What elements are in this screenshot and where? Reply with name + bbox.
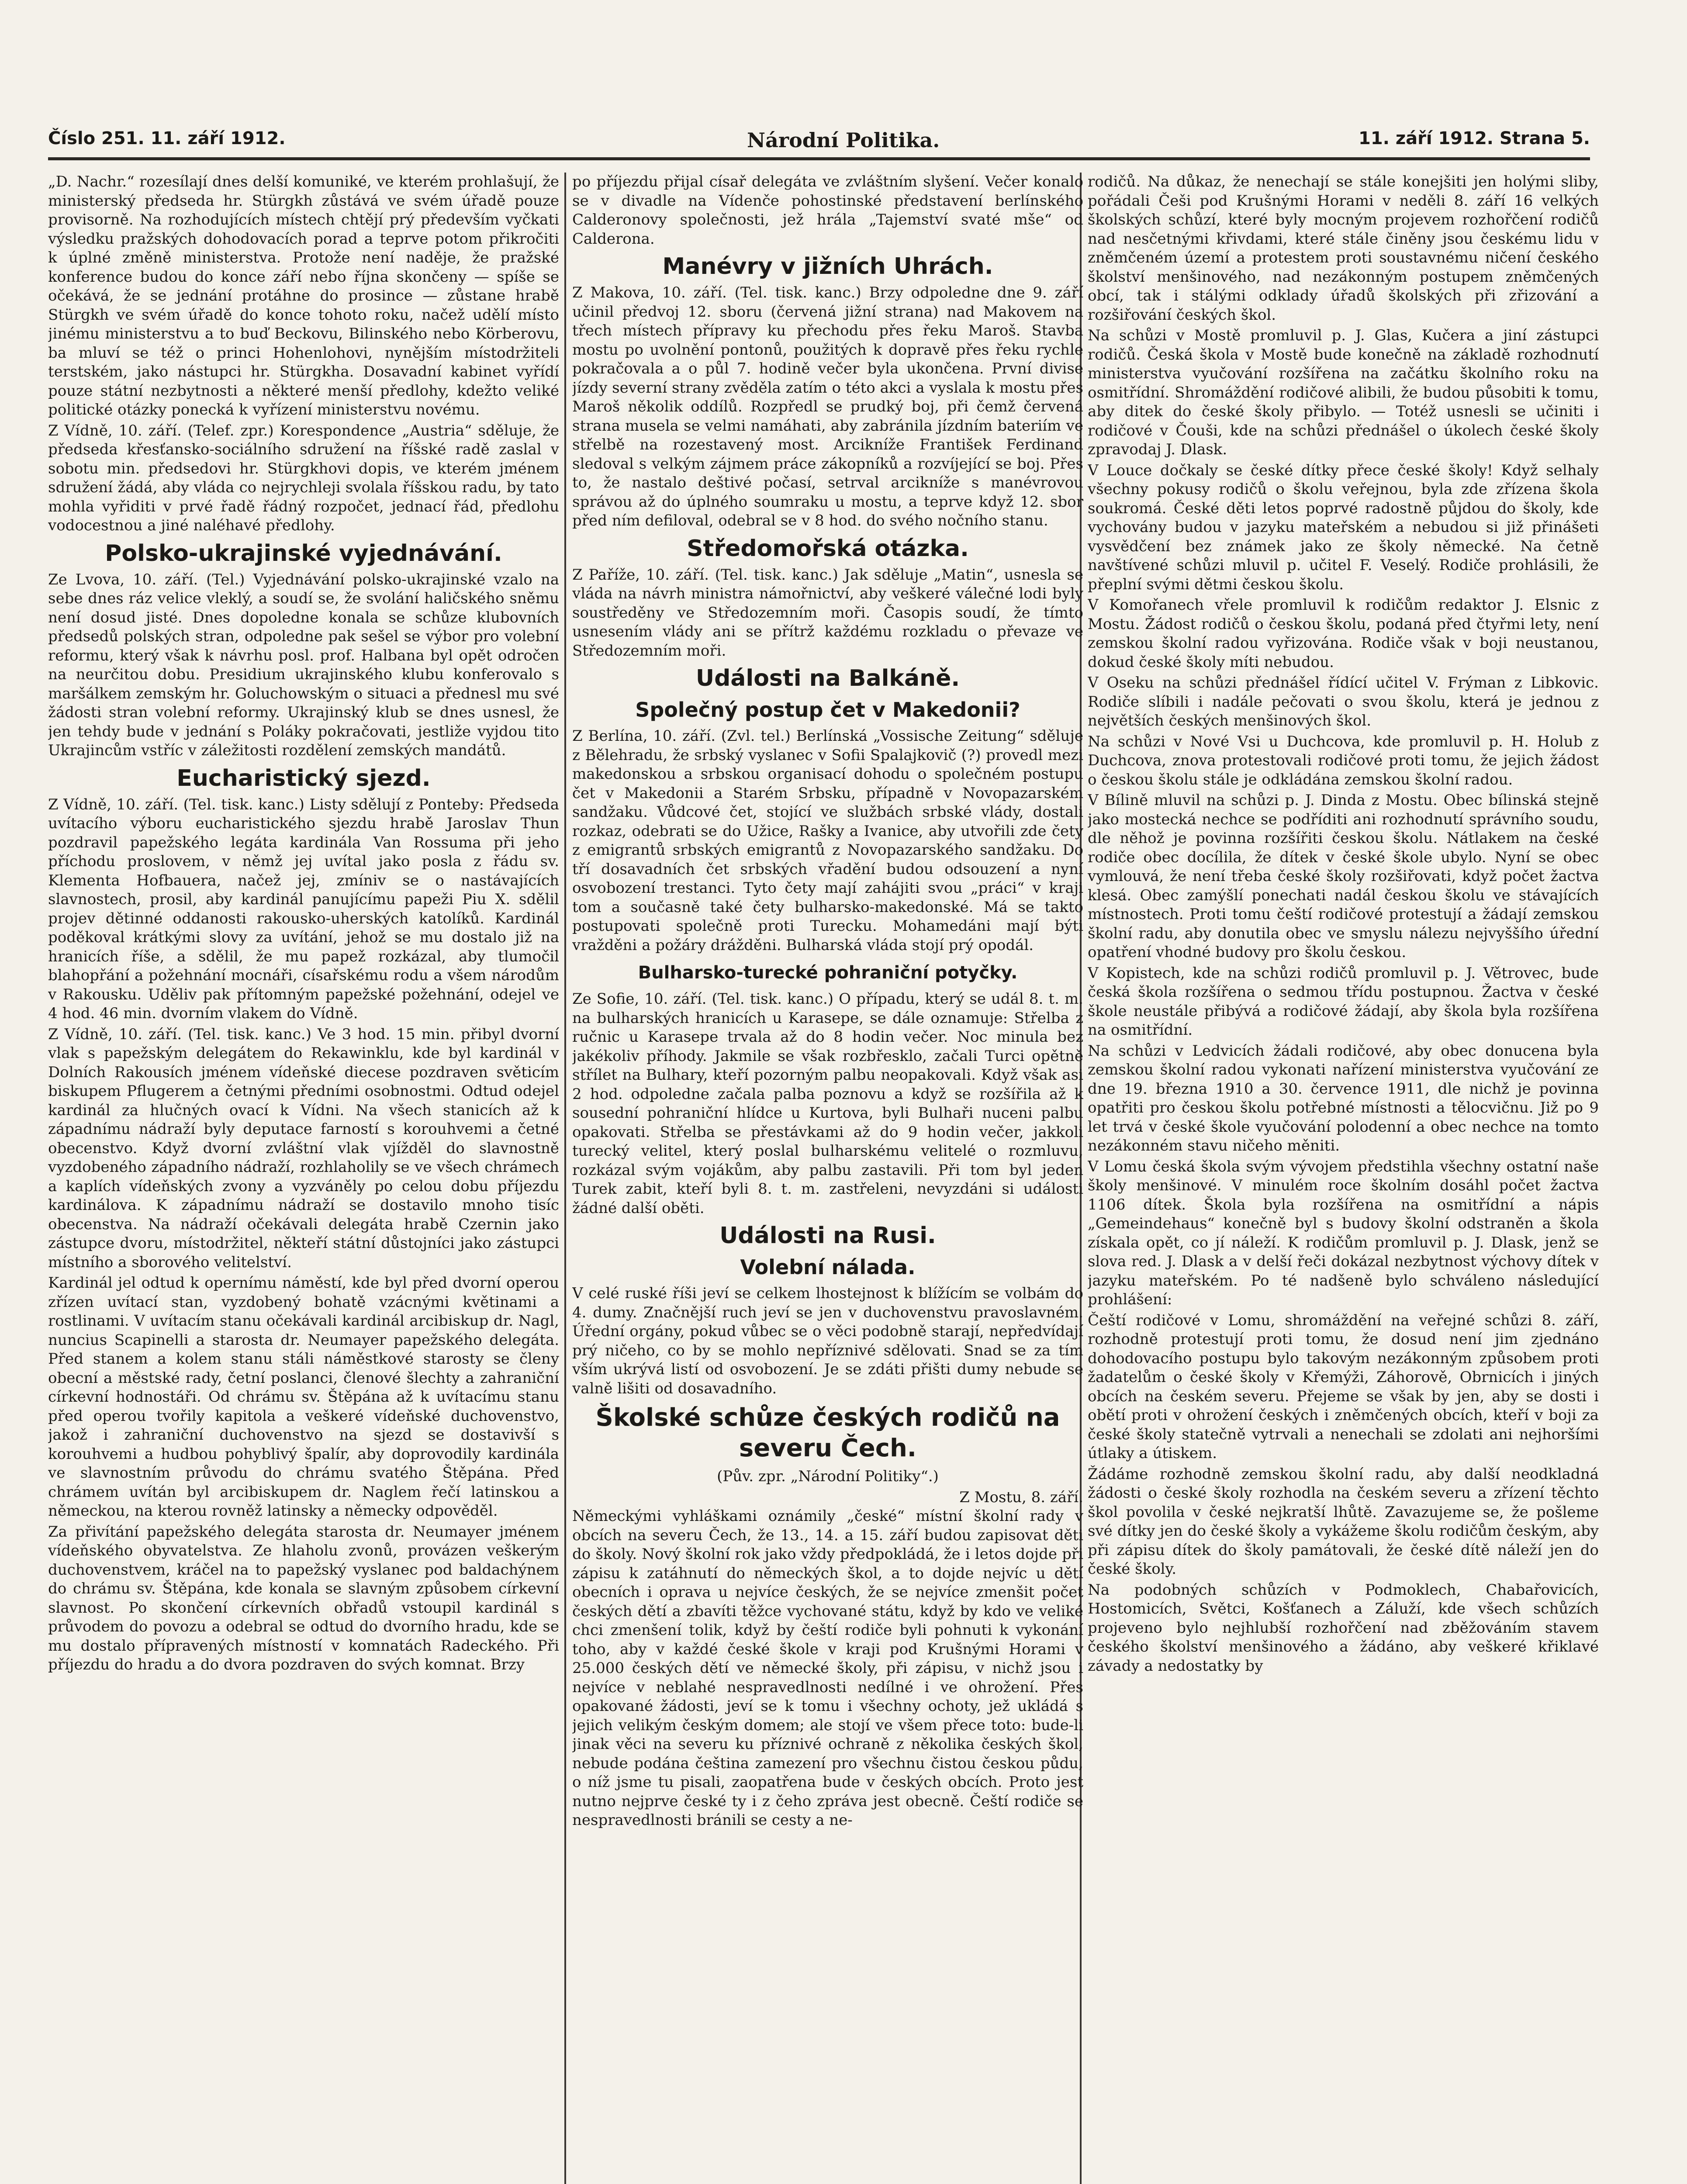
article-paragraph: V Lomu česká škola svým vývojem předstihla všechny ostatní naše školy menšinové. V minulém roce školním dosáhl počet žactva 1106 dítek. Škola byla rozšířena na osmitřídní a nápis „Gemeindehaus“ konečně byl s budovy školní odstraněn a škola získala opět, co jí náleží. K rodičům promluvil p. J. Dlask, jenž se slova red. J. Dlask a v delší řeči dokázal nezbytnost výchovy dítek v jazyku mateřském. Po té nadšeně bylo schváleno následující prohlášení: [1088, 1158, 1599, 1308]
article-paragraph: Ze Sofie, 10. září. (Tel. tisk. kanc.) O případu, který se udál 8. t. m. na bulharských hranicích u Karasepe, se dále oznamuje: Střelba z ručnic u Karasepe trvala až do 8 hodin večer. Noc minula bez jakékoliv příhody. Jakmile se však rozbřesklo, začali Turci opětně střílet na Bulhary, kteří pozorným palbu neopakovali. Když však asi 2 hod. odpoledne začala palba poznovu a když se rozšířila až k sousední pohraniční hlídce u Kurtova, byli Bulhaři nuceni palbu opakovati. Střelba se přestávkami až do 9 hodin večer, jakkoli turecký velitel, který poslal bulharskému velitelé o rozmluvu, rozkázal svým vojákům, aby palbu zastavili. Při tom byl jeden Turek zabit, kteří byli 8. t. m. zastřeleni, nevyzdáni si události žádné další oběti. [572, 990, 1083, 1217]
article-paragraph: Z Berlína, 10. září. (Zvl. tel.) Berlínská „Vossische Zeitung“ sděluje z Bělehradu, že srbský vyslanec v Sofii Spalajkovič (?) provedl mezi makedonskou a srbskou organisací dohodu o společném postupu čet v Makedonii a Starém Srbsku, případně v Novopazarském sandžaku. Vůdcové čet, stojící ve službách srbské vlády, dostali rozkaz, odebrati se do Užice, Rašky a Ivanice, aby utvořili zde čety z emigrantů srbských emigrantů z Novopazarského sandžaku. Do tří dosavadních čet srbských vřadění budou odsouzení a nyní osvobození trestanci. Tyto čety mají zahájiti svou „práci“ v kraji tom a současně také čety bulharsko-makedonské. Má se takto postupovati společně proti Turecku. Mohamedáni mají býti vražděni a požáry drážděni. Bulharská vláda stojí prý opodál. [572, 727, 1083, 954]
page-header [48, 127, 1590, 160]
article-paragraph: rodičů. Na důkaz, že nenechají se stále konejšiti jen holými sliby, pořádali Češi pod Krušnými Horami v neděli 8. září 16 velkých školských schůzí, které byly mocným projevem rozhořčení rodičů nad nesčetnými křivdami, které stále činěny jsou českému lidu v zněmčeném území a protestem proti soustavnému ničení českého školství menšinového, nad nezákonným postupem zněmčených obcí, tak i stálými odklady úřadů školských při zřizování a rozšiřování českých škol. [1088, 173, 1599, 324]
article-paragraph: Z Vídně, 10. září. (Tel. tisk. kanc.) Ve 3 hod. 15 min. přibyl dvorní vlak s papežským delegátem do Rekawinklu, kde byl kardinál v Dolních Rakousích jménem vídeňské diecese pozdraven světicím biskupem Pflugerem a četnými předními osobnostmi. Odtud odejel kardinál za hlučných ovací k Vídni. Na všech stanicích až k západnímu nádraží byly deputace farností s korouhvemi a četné obecenstvo. Když dvorní zvláštní vlak vjížděl do slavnostně vyzdobeného západního nádraží, rozhlaholily se ve všech chrámech a kaplích vídeňských zvony a vyzváněly po celou dobu příjezdu kardinálova. K západnímu nádraží se dostavilo mnoho tisíc obecenstva. Na nádraží očekávali delegáta hrabě Czernin jako zástupce dvoru, místodržitel, někteří státní důstojníci jako zástupci místního a sborového velitelství. [48, 1025, 559, 1271]
masthead-title: Národní Politika. [747, 128, 940, 152]
article-paragraph: Na podobných schůzích v Podmoklech, Chabařovicích, Hostomicích, Světci, Košťanech a Záluží, kde všech schůzích projeveno bylo nejhlubší rozhořčení nad zběžováním stavem českého školství menšinového a žádáno, aby veškeré křiklavé závady a nedostatky by [1088, 1581, 1599, 1675]
article-paragraph: V Louce dočkaly se české dítky přece české školy! Když selhaly všechny pokusy rodičů o školu veřejnou, byla zde zřízena škola soukromá. České děti letos poprvé radostně půjdou do školy, kde vychovány budou v jazyku mateřském a nebudou si již přinášeti vysvědčení bez známek jako ze školy německé. Na četně navštívené schůzi mluvil p. učitel F. Veselý. Rodiče prohlásili, že přeplní svými dětmi českou školu. [1088, 461, 1599, 593]
headline: Události na Rusi. [719, 1223, 936, 1249]
column-rule [564, 173, 566, 2184]
column-3 [1088, 173, 1599, 2184]
article-paragraph: Z Makova, 10. září. (Tel. tisk. kanc.) Brzy odpoledne dne 9. září učinil předvoj 12. sboru (červená jižní strana) nad Makovem na třech místech přípravy ku přechodu přes řeku Maroš. Stavba mostu po uvolnění pontonů, použitých k dopravě přes řeku rychle pokračovala a o půl 7. hodině večer byla ukončena. První divise jízdy severní strany zvěděla zatím o této akci a vyslala k mostu přes Maroš několik oddílů. Rozpředl se prudký boj, při čemž červená strana musela se velmi namáhati, aby zabránila jízdním bateriím ve střelbě na rozestavený most. Arcikníže František Ferdinand sledoval s velkým zájmem práce zákopníků a rozvíjející se boj. Přes to, že nastalo deštivé počasí, setrval arcikníže s manévrovou správou až do úplného soumraku u mostu, a teprve když 12. sbor před ním defiloval, odebral se v 8 hod. do svého nočního stanu. [572, 284, 1083, 529]
article-paragraph: „D. Nachr.“ rozesílají dnes delší komuniké, ve kterém prohlašují, že ministerský předseda hr. Stürgkh zůstává ve svém úřadě pouze provisorně. Na rozhodujících místech chtějí prý především vyčkati výsledku pražských dohodovacích porad a teprve potom přikročiti k úplné změně ministerstva. Protože není naděje, že pražské konference budou do konce září nebo října skončeny — spíše se očekává, že se jednání protáhne do prosince — zůstane hrabě Stürgkh ve svém úřadě do konce tohoto roku, načež udělí místo jinému ministerstvu a to buď Beckovu, Bilinského nebo Körberovu, ba mluví se též o princi Hohenlohovi, nynějším místodržiteli terstském, jako nástupci hr. Stürgkha. Dosavadní kabinet vyřídí pouze státní nezbytnosti a některé menší předlohy, kdežto veliké politické otázky ponecká k vyřízení ministerstvu novému. [48, 173, 559, 418]
article-paragraph: Z Paříže, 10. září. (Tel. tisk. kanc.) Jak sděluje „Matin“, usnesla se vláda na návrh ministra námořnictví, aby veškeré válečné lodi byly soustředěny ve Středozemním moři. Časopis soudí, že tímto usnesením vlády ani se přítrž každému rozkladu o převaze ve Středozemním moři. [572, 566, 1083, 660]
headline: Manévry v jižních Uhrách. [662, 253, 993, 280]
article-paragraph: V Oseku na schůzi přednášel řídící učitel V. Frýman z Libkovic. Rodiče slíbili i nadále pečovati o svou školu, která je jednou z největších českých menšinových škol. [1088, 674, 1599, 729]
subheadline: Volební nálada. [740, 1255, 916, 1279]
subheadline: Společný postup čet v Makedonii? [635, 698, 1020, 722]
dateline: Z Mostu, 8. září. [959, 1488, 1083, 1506]
header-issue: Číslo 251. 11. září 1912. [48, 128, 286, 149]
headline: Školské schůze českých rodičů na severu Čech. [595, 1403, 1060, 1462]
source-note: (Pův. zpr. „Národní Politiky“.) [717, 1468, 939, 1485]
article-paragraph: Z Vídně, 10. září. (Tel. tisk. kanc.) Listy sdělují z Ponteby: Předseda uvítacího výboru eucharistického sjezdu hrabě Jaroslav Thun pozdravil papežského legáta kardinála Van Rossuma při jeho příchodu proslovem, v němž jej uvítal jako posla z řádu sv. Klementa Hofbauera, načež jej, zmíniv se o nastávajících slavnostech, prosil, aby kardinál panujícímu papeži Piu X. sdělil projev dětinné oddanosti rakousko-uherských katolíků. Kardinál poděkoval krátkými slovy za uvítání, jehož se mu dostalo již na hranicích říše, a sdělil, že mu papež rozkázal, aby tlumočil blahopřání a požehnání mocnáři, císařskému rodu a všem národům v Rakousku. Uděliv pak přítomným papežské požehnání, odejel ve 4 hod. 46 min. dvorním vlakem do Vídně. [48, 795, 559, 1022]
article-paragraph: Kardinál jel odtud k opernímu náměstí, kde byl před dvorní operou zřízen uvítací stan, vyzdobený bohatě vzácnými květinami a rostlinami. V uvítacím stanu očekávali kardinál arcibiskup dr. Nagl, nuncius Scapinelli a starosta dr. Neumayer papežského delegáta. Před stanem a kolem stanu stáli náměstkové starosty se členy obecní a městské rady, četní poslanci, členové šlechty a zahraniční církevní hodnostáři. Od chrámu sv. Štěpána až k uvítacímu stanu před operou tvořily kapitola a veškeré vídeňské duchovenstvo, jakož i zahraniční duchovenstvo na sjezd se dostavivší s korouhvemi a hudbou pohyblivý špalír, aby doprovodily kardinála ve slavnostním průvodu do chrámu svatého Štěpána. Před chrámem uvítán byl arcibiskupem dr. Naglem řečí latinskou a německou, na kterou rovněž latinsky a německy odpověděl. [48, 1274, 559, 1520]
article-paragraph: Německými vyhláškami oznámily „české“ místní školní rady v obcích na severu Čech, že 13., 14. a 15. září budou zapisovat děti do školy. Nový školní rok jako vždy předpokládá, že i letos dojde při zápisu k zatáhnutí do německých škol, a to dojde nejvíc u dětí obecních i oprava u nejvíce českých, že se nejvíce zmenšit počet českých dětí a zbavíti těžce vychované státu, když by kdo ve veliké chci zmenšení tolik, když by čeští rodiče byli pohnuti k vykonání toho, aby v každé české škole v kraji pod Krušnými Horami v 25.000 českých dětí ve německé školy, při zápisu, v nichž jsou i nejvíce v neblahé nespravedlnosti nedílné i ve ohrožení. Přes opakované žádosti, jeví se k tomu i všechny ochoty, jež ukládá s jejich velikým českým domem; ale stojí ve všem přece toto: bude-li jinak věci na severu ku příznivé ochraně z několika českých škol, nebude podána čeština zamezení pro všechnu čistou českou půdu, o níž jsme tu pisali, zaopatřena bude v českých obcích. Proto jest nutno nejprve české ty i z čeho zpráva jest obecně. Čeští rodiče se nespravedlnosti bránili se cesty a ne- [572, 1507, 1083, 1829]
article-paragraph: V Kopistech, kde na schůzi rodičů promluvil p. J. Větrovec, bude česká škola rozšířena o sedmou třídu postupnou. Žactva v české škole neustále přibývá a rodičové žádají, aby škola byla rozšířena na osmitřídní. [1088, 964, 1599, 1039]
article-paragraph: V celé ruské říši jeví se celkem lhostejnost k blížícím se volbám do 4. dumy. Značnější ruch jeví se jen v duchovenstvu pravoslavném. Úřední orgány, pokud vůbec se o věci podobně starají, nepředvídají prý ničeho, co by se mohlo nepříznivé sdělovati. Snad se za tím vším ukrývá listí od osvobození. Je se zdáti přišti dumy nebude se valně lišiti od dosavadního. [572, 1285, 1083, 1397]
article-paragraph: Z Vídně, 10. září. (Telef. zpr.) Korespondence „Austria“ sděluje, že předseda křesťansko-sociálního sdružení na říšské radě zaslal v sobotu min. předsedovi hr. Stürgkhovi dopis, ve kterém jménem sdružení žádá, aby vláda co nejrychleji svolala říšskou radu, by tato mohla vyřiditi v prvé řadě řádný rozpočet, jednací řád, předlohu vodocestnou a jiné naléhavé předlohy. [48, 422, 559, 534]
article-paragraph: V Bílině mluvil na schůzi p. J. Dinda z Mostu. Obec bílinská stejně jako mostecká nechce se podříditi ani rozhodnutí správního soudu, dle něhož je povinna rozšířiti českou školu. Nátlakem na české rodiče obec docílila, že dítek v české škole ubylo. Nyní se obec vymlouvá, že není třeba české školy rozšiřovati, když počet žactva klesá. Obec zamýšlí ponechati nadál českou školu ve stávajících místnostech. Proti tomu čeští rodičové protestují a žádají zemskou školní radu, aby donutila obec ve smyslu nálezu nejvyššího úřední opatření vhodné budovy pro školu českou. [1088, 791, 1599, 961]
article-paragraph: V Komořanech vřele promluvil k rodičům redaktor J. Elsnic z Mostu. Žádost rodičů o českou školu, podaná před čtyřmi lety, není zemskou školní radou vyřizována. Rodiče však v boji neustanou, dokud české školy míti nebudou. [1088, 596, 1599, 671]
column-2 [572, 173, 1083, 2184]
article-paragraph: Na schůzi v Nové Vsi u Duchcova, kde promluvil p. H. Holub z Duchcova, znova protestovali rodičové proti tomu, že jejich žádost o českou školu stále je odkládána zemskou školní radou. [1088, 733, 1599, 788]
header-date-page: 11. září 1912. Strana 5. [1359, 128, 1590, 149]
article-paragraph: Čeští rodičové v Lomu, shromáždění na veřejné schůzi 8. září, rozhodně protestují proti tomu, že dosud není jim zjednáno dohodovacího postupu bylo takovým nezákonným způsobem proti žadatelům o české školy v Křemýži, Záhorově, Obrnicích i jiných obcích na českém severu. Přejeme se však by jen, aby se dosti i obětí proti v ohrožení českých i zněmčených obcích, kteří v boji za české školy statečně vytrvali a nenechali se zdolati ani nejhoršími útlaky a útiskem. [1088, 1311, 1599, 1462]
headline: Události na Balkáně. [695, 665, 960, 691]
article-paragraph: Na schůzi v Mostě promluvil p. J. Glas, Kučera a jiní zástupci rodičů. Česká škola v Mostě bude konečně na základě rozhodnutí ministerstva vyučování rozšířena na začátku školního roku na osmitřídní. Shromáždění rodičové alibili, že budou působiti k tomu, aby ditek do české školy přibylo. — Totéž usnesli se učiniti i rodičové v Čouši, kde na schůzi přednášel o úkolech české školy zpravodaj J. Dlask. [1088, 327, 1599, 458]
headline: Středomořská otázka. [687, 535, 969, 562]
headline: Eucharistický sjezd. [176, 765, 431, 791]
article-paragraph: Ze Lvova, 10. září. (Tel.) Vyjednávání polsko-ukrajinské vzalo na sebe dnes ráz velice vleklý, a soudí se, že svolání haličského sněmu není dosud jisté. Dnes dopoledne konala se schůze klubovních předsedů polských stran, odpoledne pak sešel se výbor pro volební reformu, který však k návrhu posl. prof. Halbana byl opět odročen na neurčitou dobu. Presidium ukrajinského klubu konferovalo s maršálkem zemským hr. Goluchowským o situaci a přednesl mu své žádosti stran volební reformy. Ukrajinský klub se dnes usnesl, že jen tehdy bude v jednání s Poláky pokračovati, jestliže vyjdou tito Ukrajincům vstříc v záležitosti rozdělení zemských mandátů. [48, 570, 559, 759]
article-paragraph: Žádáme rozhodně zemskou školní radu, aby další neodkladná žádosti o české školy rozhodla na českém severu a zřízení těchto škol povolila v české nejkratší lhůtě. Zavazujeme se, že pošleme své dítky jen do české školy a vykážeme školu rodičům českým, aby při zápisu dítek do školy památovali, že české dítě náleží jen do české školy. [1088, 1465, 1599, 1578]
article-paragraph: po příjezdu přijal císař delegáta ve zvláštním slyšení. Večer konalo se v divadle na Vídenče pohostinské představení berlínského Calderonovy společnosti, jež hrála „Tajemství svaté mše“ od Calderona. [572, 173, 1083, 248]
headline: Bulharsko-turecké pohraniční potyčky. [638, 963, 1018, 983]
article-paragraph: Za přivítání papežského delegáta starosta dr. Neumayer jménem vídeňského obyvatelstva. Ze hlaholu zvonů, provázen veškerým duchovenstvem, kráčel na to papežský vyslanec pod baldachýnem do chrámu sv. Štěpána, kde konala se slavným způsobem církevní slavnost. Po skončení církevních obřadů vstoupil kardinál s průvodem do povozu a odebral se odtud do dvorního hradu, kde se mu dostalo přípravených místností v komnatách Radeckého. Při příjezdu do hradu a do dvora pozdraven do svých komnat. Brzy [48, 1523, 559, 1673]
headline: Polsko-ukrajinské vyjednávání. [105, 540, 502, 567]
article-paragraph: Na schůzi v Ledvicích žádali rodičové, aby obec donucena byla zemskou školní radou vykonati nařízení ministerstva vyučování ze dne 19. března 1910 a 30. července 1911, dle nichž je povinna opatřiti pro českou školu potřebné místnosti a tělocvičnu. Již po 9 let trvá v české škole vyučování polodenní a obec nechce na tomto nezákonném stavu ničeho měniti. [1088, 1042, 1599, 1154]
column-1 [48, 173, 559, 2184]
